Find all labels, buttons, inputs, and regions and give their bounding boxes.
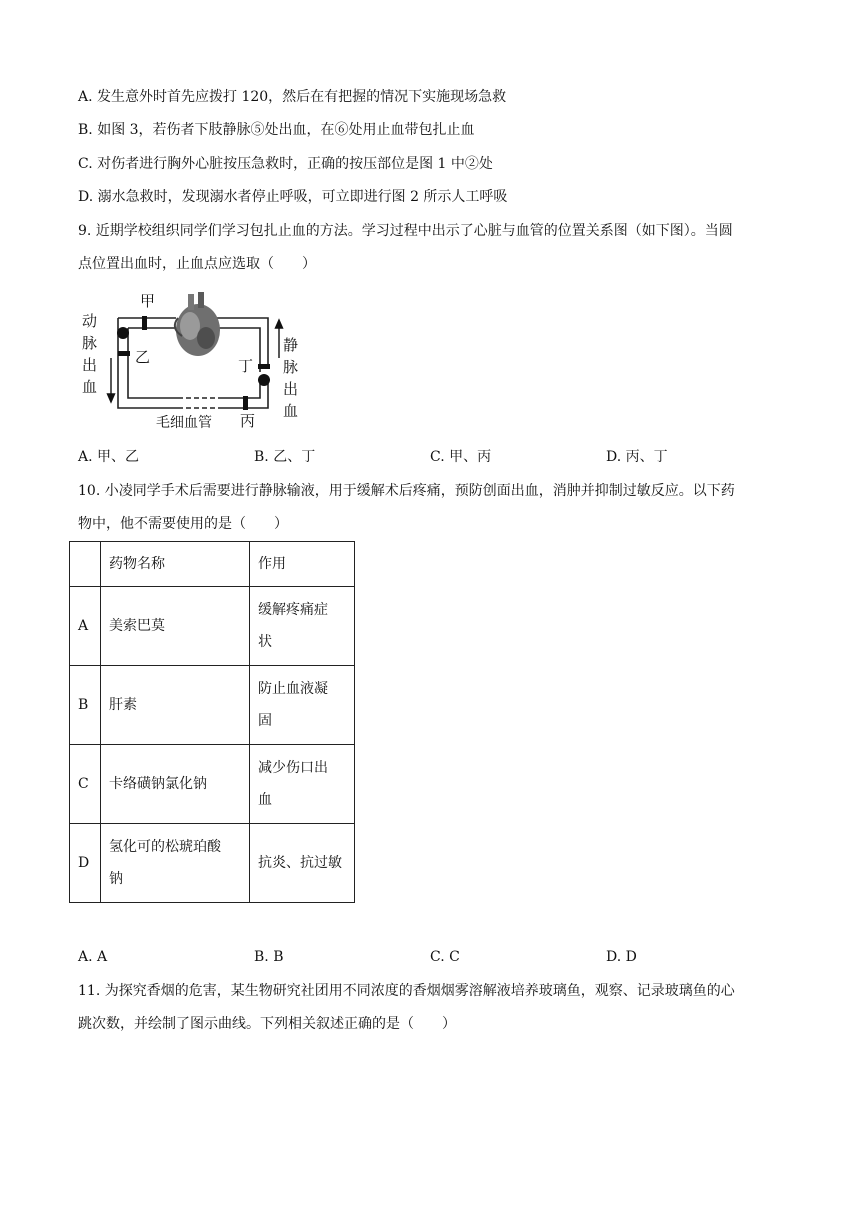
drug-name: 卡络磺钠氯化钠 — [101, 745, 250, 824]
q8-option-a: A. 发生意外时首先应拨打 120，然后在有把握的情况下实施现场急救 — [78, 89, 507, 105]
drug-effect: 防止血液凝 固 — [250, 666, 355, 745]
row-key: A — [70, 587, 101, 666]
row-key: C — [70, 745, 101, 824]
table-row — [70, 587, 355, 666]
label-bing: 丙 — [240, 412, 256, 430]
drug-effect: 减少伤口出 血 — [250, 745, 355, 824]
drug-effect: 缓解疼痛症 状 — [250, 587, 355, 666]
label-capillary: 毛细血管 — [156, 415, 212, 431]
q10-option-b: B. B — [254, 949, 284, 965]
marker-ding — [258, 364, 270, 369]
q9-stem-line2: 点位置出血时，止血点应选取（ ） — [78, 256, 316, 272]
q8-option-c: C. 对伤者进行胸外心脏按压急救时，正确的按压部位是图 1 中②处 — [78, 156, 493, 172]
row-key: B — [70, 666, 101, 745]
q9-stem-line1: 9. 近期学校组织同学们学习包扎止血的方法。学习过程中出示了心脏与血管的位置关系图（如下图）。当圆 — [78, 223, 733, 239]
q8-option-d: D. 溺水急救时，发现溺水者停止呼吸，可立即进行图 2 所示人工呼吸 — [78, 189, 508, 205]
drug-name: 肝素 — [101, 666, 250, 745]
marker-jia — [142, 316, 147, 330]
q10-option-a: A. A — [78, 949, 108, 965]
q9-option-d: D. 丙、丁 — [606, 449, 668, 465]
label-ding: 丁 — [238, 357, 254, 375]
row-key: D — [70, 824, 101, 903]
header-cell: 药物名称 — [101, 542, 250, 587]
table-header-row — [70, 542, 355, 587]
q11-stem-line1: 11. 为探究香烟的危害，某生物研究社团用不同浓度的香烟烟雾溶解液培养玻璃鱼，观察、记录玻璃鱼的心 — [78, 983, 735, 999]
q11-stem-line2: 跳次数，并绘制了图示曲线。下列相关叙述正确的是（ ） — [78, 1016, 456, 1032]
q10-stem-line1: 10. 小凌同学手术后需要进行静脉输液，用于缓解术后疼痛，预防创面出血，消肿并抑制过敏反应。以下药 — [78, 483, 735, 499]
q8-option-b: B. 如图 3，若伤者下肢静脉⑤处出血，在⑥处用止血带包扎止血 — [78, 122, 475, 138]
label-yi: 乙 — [135, 348, 151, 366]
q9-option-b: B. 乙、丁 — [254, 449, 316, 465]
artery-bleed-dot — [117, 327, 129, 339]
table-row — [70, 745, 355, 824]
header-cell — [70, 542, 101, 587]
drug-table — [69, 541, 355, 903]
heart-vessel-diagram — [78, 288, 308, 431]
vein-bleed-dot — [258, 374, 270, 386]
header-cell: 作用 — [250, 542, 355, 587]
marker-bing — [243, 396, 248, 410]
label-jia: 甲 — [140, 292, 156, 310]
vein-bleeding-label: 静 脉 出 血 — [283, 336, 299, 420]
q9-option-c: C. 甲、丙 — [430, 449, 492, 465]
drug-effect: 抗炎、抗过敏 — [250, 824, 355, 903]
heart-icon — [175, 292, 220, 356]
table-row — [70, 824, 355, 903]
drug-name: 美索巴莫 — [101, 587, 250, 666]
q10-option-c: C. C — [430, 949, 460, 965]
q10-stem-line2: 物中，他不需要使用的是（ ） — [78, 516, 288, 532]
table-row — [70, 666, 355, 745]
q10-option-d: D. D — [606, 949, 637, 965]
drug-name: 氢化可的松琥珀酸 钠 — [101, 824, 250, 903]
q9-option-a: A. 甲、乙 — [78, 449, 140, 465]
marker-yi — [118, 351, 130, 356]
artery-bleeding-label: 动 脉 出 血 — [82, 312, 98, 396]
